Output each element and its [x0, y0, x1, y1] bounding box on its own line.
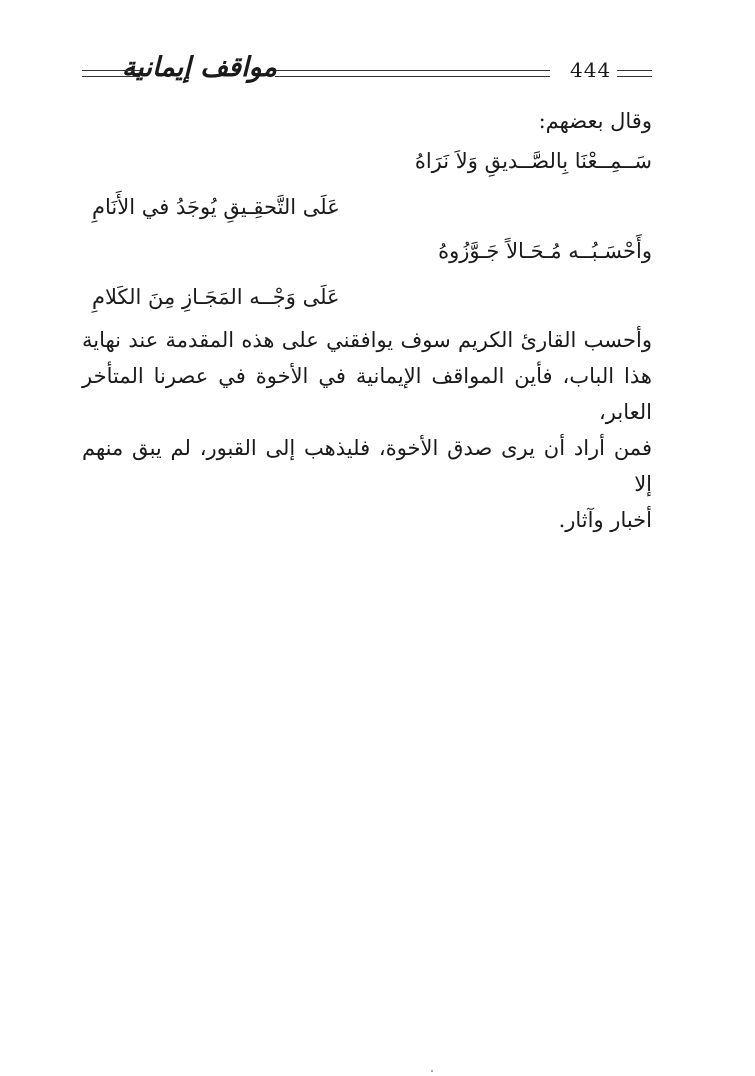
running-title: مواقف إيمانية: [121, 52, 277, 83]
verse-1-first-line: [82, 138, 652, 184]
intro-line: وقال بعضهم:: [538, 109, 652, 133]
paragraph-line: أخبار وآثار.: [558, 508, 652, 532]
paragraph-line: فمن أراد أن يرى صدق الأخوة، فليذهب إلى القبور، لم يبق منهم إلا: [82, 436, 652, 496]
header-rule-right: [617, 70, 652, 77]
page-body: [82, 104, 652, 538]
verse-1-first-hemistich: سَــمِــعْنَا بِالصَّــديقِ وَلاَ نَرَاهُ: [414, 149, 652, 173]
verse-1-second-hemistich: عَلَى التَّحقِـيقِ يُوجَدُ في الأَنَامِ: [92, 195, 340, 219]
header-rule-middle: [275, 70, 550, 77]
page-number: 444: [570, 58, 612, 82]
page-header: [82, 52, 652, 92]
verse-2-second-line: [82, 274, 652, 318]
verse-2-second-hemistich: عَلَى وَجْــه المَجَـازِ مِنَ الكَلامِ: [92, 285, 340, 309]
paragraph-line: هذا الباب، فأين المواقف الإيمانية في الأخوة في عصرنا المتأخر العابر،: [82, 364, 652, 424]
verse-2-first-hemistich: وأَحْسَـبُــه مُـحَـالاً جَـوَّزُوهُ: [438, 239, 652, 263]
paragraph-line: وأحسب القارئ الكريم سوف يوافقني على هذه المقدمة عند نهاية: [82, 328, 652, 352]
body-paragraph: [82, 322, 652, 538]
scan-speck: [431, 1070, 433, 1072]
verse-2-first-line: [82, 228, 652, 274]
verse-1-second-line: [82, 184, 652, 228]
header-rule-left: [82, 70, 140, 77]
